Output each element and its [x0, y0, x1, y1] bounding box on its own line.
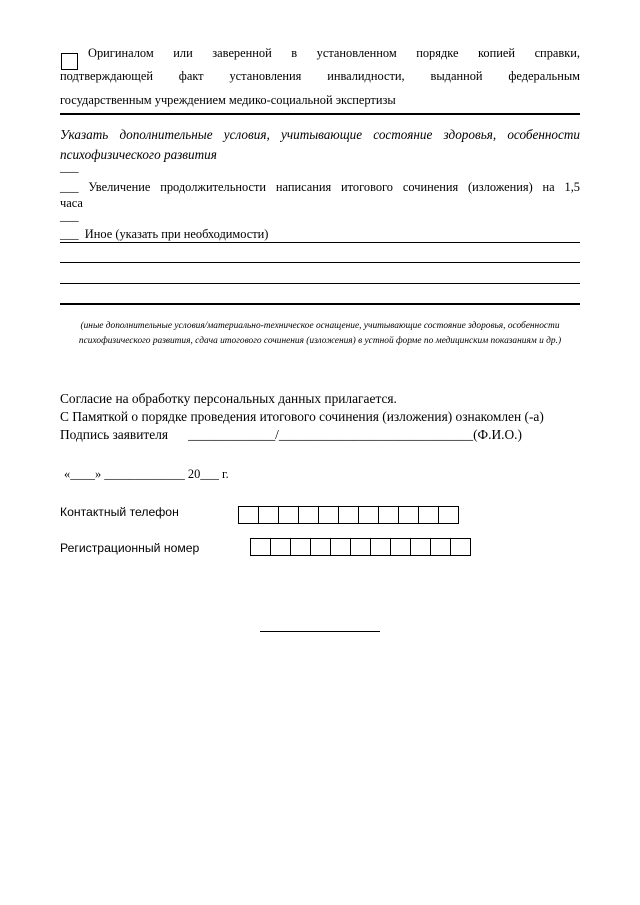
conditions-heading-line-2: психофизического развития [60, 147, 217, 162]
registration-number-cell[interactable] [291, 538, 311, 556]
blank-mark: ___ [60, 160, 79, 174]
footer-separator [260, 631, 380, 632]
section-divider-bottom [60, 303, 580, 305]
registration-number-cell[interactable] [451, 538, 471, 556]
contact-phone-cell[interactable] [319, 506, 339, 524]
condition-option-other [60, 226, 268, 242]
contact-phone-label: Контактный телефон [60, 505, 179, 519]
certificate-line-2: подтверждающей факт установления инвалидности, выданной федеральным [60, 69, 580, 83]
registration-number-cell[interactable] [391, 538, 411, 556]
consent-line-2: С Памяткой о порядке проведения итогового сочинения (изложения) ознакомлен (-а) [60, 409, 544, 424]
conditions-note: (иные дополнительные условия/материально-техническое оснащение, учитывающие состояние здоровья, особенности психофизического развития, сдача итогового сочинения (изложения) в устной форме по медицинским показаниям и др.) [78, 321, 562, 346]
registration-number-cell[interactable] [371, 538, 391, 556]
conditions-heading-line-1: Указать дополнительные условия, учитывающие состояние здоровья, особенности [60, 127, 581, 142]
option-2-blank: ___ [60, 227, 79, 241]
consent-line-1: Согласие на обработку персональных данных прилагается. [60, 391, 397, 406]
condition-option-extra-time-cont: часа [60, 196, 83, 210]
contact-phone-cell[interactable] [279, 506, 299, 524]
contact-phone-cell[interactable] [239, 506, 259, 524]
registration-number-label: Регистрационный номер [60, 541, 200, 555]
contact-phone-cell[interactable] [339, 506, 359, 524]
fill-line-3[interactable] [60, 283, 580, 284]
registration-number-cell[interactable] [251, 538, 271, 556]
fill-line-1[interactable] [60, 242, 580, 243]
registration-number-cell[interactable] [431, 538, 451, 556]
fill-line-2[interactable] [60, 262, 580, 263]
certificate-line-1: Оригиналом или заверенной в установленном порядке копией справки, [88, 46, 580, 60]
option-2-blank-prefix: ___ [60, 209, 79, 223]
contact-phone-input[interactable] [238, 506, 459, 524]
signature-label: Подпись заявителя [60, 427, 169, 442]
signature-row [60, 427, 522, 443]
contact-phone-cell[interactable] [419, 506, 439, 524]
contact-phone-cell[interactable] [379, 506, 399, 524]
contact-phone-cell[interactable] [439, 506, 459, 524]
registration-number-cell[interactable] [331, 538, 351, 556]
contact-phone-cell[interactable] [399, 506, 419, 524]
contact-phone-cell[interactable] [299, 506, 319, 524]
registration-number-cell[interactable] [351, 538, 371, 556]
registration-number-cell[interactable] [271, 538, 291, 556]
date-field[interactable]: «____» _____________ 20___ г. [64, 467, 229, 481]
contact-phone-cell[interactable] [359, 506, 379, 524]
signature-field[interactable]: _____________/_____________________________(Ф.И.О.) [188, 427, 522, 442]
option-2-label: Иное (указать при необходимости) [84, 227, 269, 241]
condition-option-extra-time: ___ Увеличение продолжительности написания итогового сочинения (изложения) на 1,5 [60, 180, 580, 194]
registration-number-cell[interactable] [411, 538, 431, 556]
certificate-line-3: государственным учреждением медико-социальной экспертизы [60, 93, 396, 107]
section-divider [60, 113, 580, 115]
contact-phone-cell[interactable] [259, 506, 279, 524]
registration-number-input[interactable] [250, 538, 471, 556]
registration-number-cell[interactable] [311, 538, 331, 556]
